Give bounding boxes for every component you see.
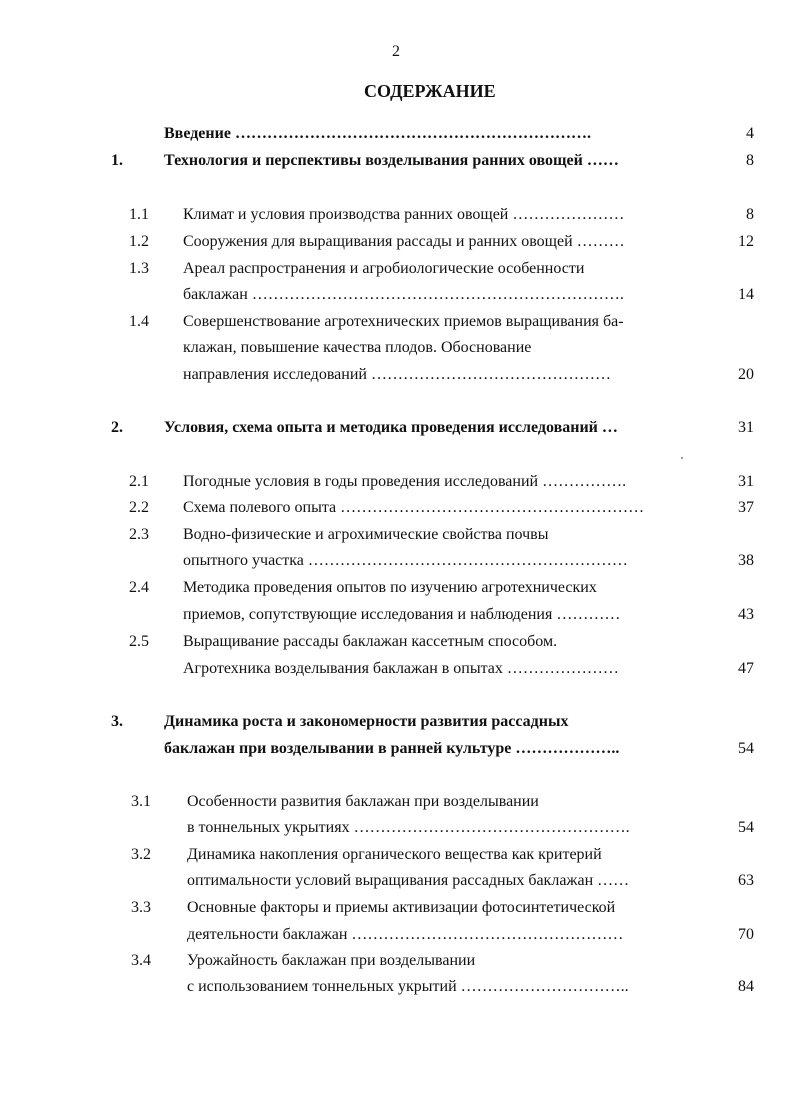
scan-speck	[681, 457, 683, 459]
toc-entry-text: Технология и перспективы возделывания ранних овощей ……	[164, 152, 619, 169]
page-title: СОДЕРЖАНИЕ	[364, 81, 496, 101]
toc-entry-text: Схема полевого опыта …………………………………………………	[183, 499, 645, 516]
page-number: 2	[392, 43, 400, 60]
toc-entry-page: 54	[738, 819, 754, 836]
toc-entry-text: баклажан при возделывании в ранней культуре ………………..	[164, 740, 620, 757]
toc-entry-text: приемов, сопутствующие исследования и наблюдения …………	[183, 606, 621, 623]
toc-entry-number: 3.2	[131, 846, 151, 863]
toc-entry-text: с использованием тоннельных укрытий …………………………..	[187, 978, 629, 995]
toc-entry-page: 37	[738, 499, 754, 516]
toc-entry-text: Особенности развития баклажан при возделывании	[187, 793, 539, 810]
toc-entry-number: 3.	[111, 713, 123, 730]
toc-entry-text: направления исследований ………………………………………	[183, 366, 611, 383]
toc-entry-number: 1.	[111, 152, 123, 169]
toc-entry-page: 47	[738, 660, 754, 677]
toc-entry-page: 12	[738, 233, 754, 250]
toc-entry-number: 3.4	[131, 952, 151, 969]
toc-entry-number: 1.1	[129, 206, 149, 223]
toc-entry-page: 4	[746, 125, 754, 142]
toc-entry-text: Выращивание рассады баклажан кассетным способом.	[183, 633, 558, 650]
toc-entry-text: Динамика роста и закономерности развития рассадных	[164, 713, 569, 730]
toc-entry-text: Погодные условия в годы проведения исследований …………….	[183, 473, 627, 490]
toc-entry-number: 1.4	[129, 313, 149, 330]
toc-entry-page: 38	[738, 552, 754, 569]
toc-entry-number: 2.2	[129, 499, 149, 516]
toc-entry-page: 31	[738, 473, 754, 490]
title-row	[0, 80, 792, 104]
toc-entry-number: 2.5	[129, 633, 149, 650]
toc-entry-page: 31	[738, 419, 754, 436]
toc-entry-number: 3.3	[131, 899, 151, 916]
toc-entry-text: Условия, схема опыта и методика проведения исследований …	[164, 419, 618, 436]
toc-entry-page: 84	[738, 978, 754, 995]
toc-entry-text: деятельности баклажан ……………………………………………	[187, 926, 624, 943]
toc-entry-text: Водно-физические и агрохимические свойства почвы	[183, 526, 549, 543]
toc-entry-page: 43	[738, 606, 754, 623]
toc-entry-number: 2.1	[129, 473, 149, 490]
toc-entry-text: опытного участка ……………………………………………………	[183, 552, 628, 569]
toc-entry-number: 2.3	[129, 526, 149, 543]
toc-entry-page: 70	[738, 926, 754, 943]
toc-entry-page: 8	[746, 152, 754, 169]
toc-entry-page: 20	[738, 366, 754, 383]
toc-entry-text: баклажан …………………………………………………………….	[183, 286, 624, 303]
toc-entry-text: в тоннельных укрытиях …………………………………………….	[187, 819, 630, 836]
toc-entry-text: Ареал распространения и агробиологические особенности	[183, 260, 585, 277]
toc-entry-text: Агротехника возделывания баклажан в опытах …………………	[183, 660, 619, 677]
toc-entry-text: Динамика накопления органического вещества как критерий	[187, 846, 602, 863]
toc-entry-number: 1.3	[129, 260, 149, 277]
toc-entry-number: 2.	[111, 419, 123, 436]
toc-entry-number: 1.2	[129, 233, 149, 250]
toc-entry-number: 3.1	[131, 793, 151, 810]
toc-entry-page: 14	[738, 286, 754, 303]
toc-entry-text: Климат и условия производства ранних овощей …………………	[183, 206, 625, 223]
toc-entry-page: 63	[738, 872, 754, 889]
toc-entry-text: клажан, повышение качества плодов. Обоснование	[183, 339, 532, 356]
toc-entry-page: 54	[738, 740, 754, 757]
toc-entry-number: 2.4	[129, 579, 149, 596]
toc-entry-text: Основные факторы и приемы активизации фотосинтетической	[187, 899, 616, 916]
toc-entry-text: Урожайность баклажан при возделывании	[187, 952, 476, 969]
toc-entry-text: Введение ………………………………………………………….	[164, 125, 591, 142]
toc-entry-text: оптимальности условий выращивания рассадных баклажан ……	[187, 872, 630, 889]
toc-entry-text: Сооружения для выращивания рассады и ранних овощей ………	[183, 233, 625, 250]
toc-entry-text: Совершенствование агротехнических приемов выращивания ба-	[183, 313, 624, 330]
toc-entry-page: 8	[746, 206, 754, 223]
toc-entry-text: Методика проведения опытов по изучению агротехнических	[183, 579, 597, 596]
